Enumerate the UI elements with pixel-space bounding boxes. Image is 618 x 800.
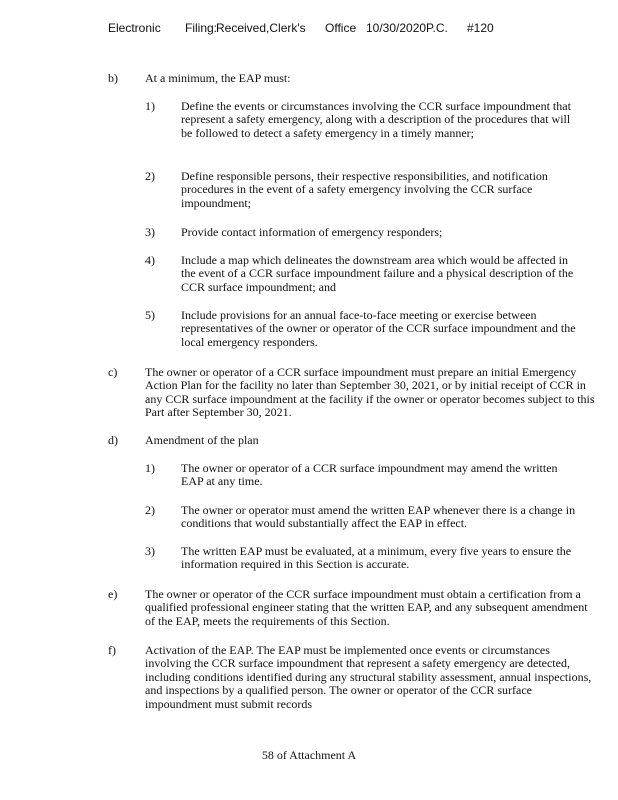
item-d3-text: The written EAP must be evaluated, at a minimum, every five years to ensure the information required in this Section is accurate. bbox=[181, 544, 572, 572]
item-b2-number: 2) bbox=[145, 169, 155, 183]
section-e-label: e) bbox=[108, 587, 118, 601]
header-number: #120 bbox=[467, 21, 494, 35]
section-c-label: c) bbox=[108, 365, 118, 379]
item-b4-text: Include a map which delineates the downstream area which would be affected in the event of a CCR surface impoundment failure and a physical description of the CCR surface impoundment; and bbox=[181, 253, 574, 294]
item-b3-text: Provide contact information of emergency responders; bbox=[181, 225, 443, 239]
item-b4-number: 4) bbox=[145, 253, 155, 267]
filing-header bbox=[108, 21, 588, 37]
section-f-text: Activation of the EAP. The EAP must be implemented once events or circumstances involving the CCR surface impoundment that represent a safety emergency are detected, including conditions identified during any structural stability assessment, annual inspections, and inspections by a qualified person. The owner or operator of the CCR surface impoundment must submit records bbox=[145, 643, 592, 711]
section-f-label: f) bbox=[108, 643, 116, 657]
header-date: 10/30/2020P.C. bbox=[366, 21, 448, 35]
item-d1-number: 1) bbox=[145, 461, 155, 475]
item-d2-text: The owner or operator must amend the written EAP whenever there is a change in conditions that would substantially affect the EAP in effect. bbox=[181, 503, 576, 531]
header-filing: Filing: bbox=[185, 21, 218, 35]
section-e-text: The owner or operator of the CCR surface impoundment must obtain a certification from a qualified professional engineer stating that the written EAP, and any subsequent amendment of the EAP, meets the requirements of this Section. bbox=[145, 587, 588, 628]
item-b1-number: 1) bbox=[145, 99, 155, 113]
header-office: Office bbox=[325, 21, 357, 35]
item-b1-text: Define the events or circumstances involving the CCR surface impoundment that represent a safety emergency, along with a description of the procedures that will be followed to detect a safety emergency in a timely manner; bbox=[181, 99, 571, 140]
item-b3-number: 3) bbox=[145, 225, 155, 239]
section-d-label: d) bbox=[108, 433, 118, 447]
item-b5-number: 5) bbox=[145, 308, 155, 322]
page-footer: 58 of Attachment A bbox=[261, 748, 357, 762]
section-b-label: b) bbox=[108, 71, 118, 85]
section-d-text: Amendment of the plan bbox=[145, 433, 259, 447]
header-received-clerks: Received,Clerk's bbox=[216, 21, 306, 35]
item-b5-text: Include provisions for an annual face-to-face meeting or exercise between representatives of the owner or operator of the CCR surface impoundment and the local emergency responders. bbox=[181, 308, 576, 349]
header-electronic: Electronic bbox=[108, 21, 161, 35]
item-d2-number: 2) bbox=[145, 503, 155, 517]
section-c-text: The owner or operator of a CCR surface impoundment must prepare an initial Emergency Action Plan for the facility no later than September 30, 2021, or by initial receipt of CCR in any CCR surface impoundment at the facility if the owner or operator becomes subject to this Part after September 30, 2021. bbox=[145, 365, 595, 420]
item-d1-text: The owner or operator of a CCR surface impoundment may amend the written EAP at any time. bbox=[181, 461, 558, 489]
section-b-text: At a minimum, the EAP must: bbox=[145, 71, 291, 85]
item-d3-number: 3) bbox=[145, 544, 155, 558]
item-b2-text: Define responsible persons, their respective responsibilities, and notification procedures in the event of a safety emergency involving the CCR surface impoundment; bbox=[181, 169, 548, 210]
